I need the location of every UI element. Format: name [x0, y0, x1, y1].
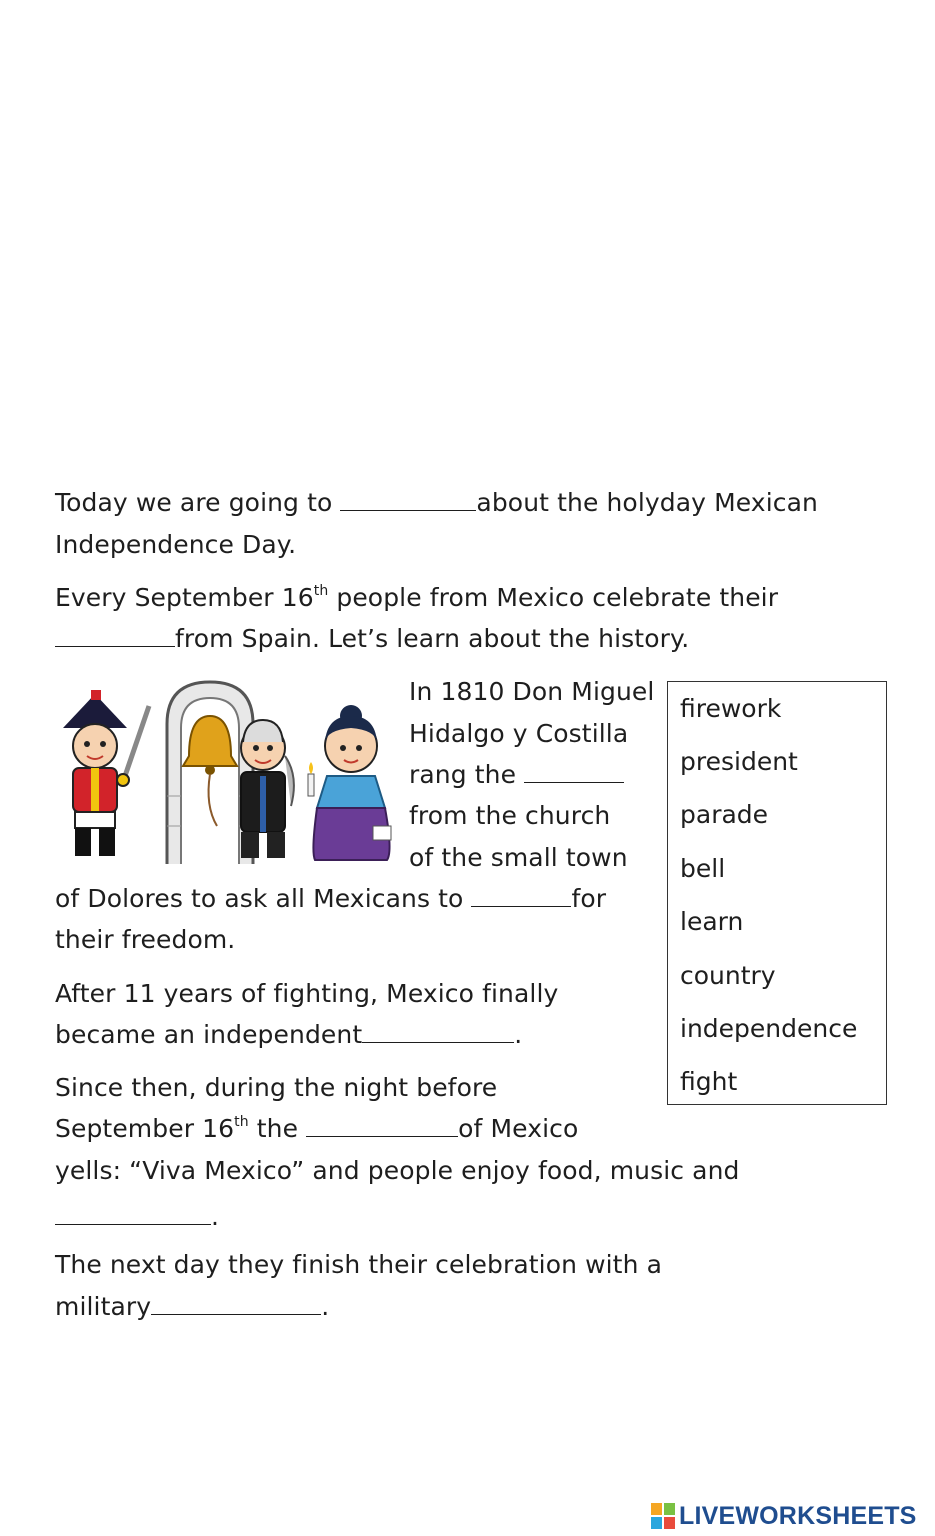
- text: Since then, during the night before: [55, 1073, 498, 1102]
- text: their freedom.: [55, 925, 236, 954]
- blank-firework[interactable]: [55, 1214, 211, 1225]
- word-bank-item: learn: [680, 907, 744, 936]
- paragraph-parade-line-1: [55, 1244, 662, 1285]
- word-bank-item: fight: [680, 1067, 738, 1096]
- text: The next day they finish their celebration with a: [55, 1250, 662, 1279]
- paragraph-bell-line-3: [409, 754, 624, 795]
- blank-parade[interactable]: [151, 1304, 321, 1315]
- text: In 1810 Don Miguel: [409, 677, 655, 706]
- text: Every September 16: [55, 583, 314, 612]
- paragraph-learn-line-1: [55, 482, 818, 523]
- text: Today we are going to: [55, 488, 341, 517]
- liveworksheets-cube-icon: [651, 1503, 675, 1529]
- paragraph-learn-line-2: [55, 524, 296, 565]
- text: After 11 years of fighting, Mexico finally: [55, 979, 559, 1008]
- paragraph-president-line-3: [55, 1150, 740, 1191]
- blank-learn[interactable]: [340, 500, 476, 511]
- text: Independence Day.: [55, 530, 297, 559]
- text: of Mexico: [458, 1114, 579, 1143]
- paragraph-country-line-2: [55, 1014, 522, 1055]
- text: the: [248, 1114, 307, 1143]
- text: for: [571, 884, 607, 913]
- blank-independence[interactable]: [55, 636, 175, 647]
- paragraph-bell-line-2: [409, 713, 628, 754]
- paragraph-bell-line-6: [55, 878, 606, 919]
- text: .: [514, 1020, 523, 1049]
- paragraph-president-line-1: [55, 1067, 497, 1108]
- text: became an independent: [55, 1020, 363, 1049]
- church-bell-icon: [167, 682, 253, 864]
- blank-fight[interactable]: [471, 896, 571, 907]
- text: rang the: [409, 760, 525, 789]
- paragraph-independence-line-1: [55, 577, 778, 618]
- paragraph-bell-line-7: [55, 919, 235, 960]
- paragraph-bell-line-5: [409, 837, 628, 878]
- paragraph-country-line-1: [55, 973, 558, 1014]
- word-bank-item: country: [680, 961, 776, 990]
- paragraph-president-line-4: [55, 1196, 219, 1237]
- text: of Dolores to ask all Mexicans to: [55, 884, 472, 913]
- paragraph-bell-line-1: [409, 671, 654, 712]
- text: of the small town: [409, 843, 628, 872]
- priest-icon: [241, 720, 294, 858]
- blank-country[interactable]: [362, 1032, 514, 1043]
- text: from the church: [409, 801, 611, 830]
- paragraph-independence-line-2: [55, 618, 689, 659]
- text: .: [211, 1202, 220, 1231]
- blank-president[interactable]: [306, 1126, 458, 1137]
- text: military: [55, 1292, 152, 1321]
- text: people from Mexico celebrate their: [328, 583, 779, 612]
- paragraph-president-line-2: [55, 1108, 578, 1149]
- woman-with-candle-icon: [308, 705, 391, 860]
- text: Hidalgo y Costilla: [409, 719, 629, 748]
- text: September 16: [55, 1114, 235, 1143]
- word-bank-item: parade: [680, 800, 769, 829]
- logo-text: LIVEWORKSHEETS: [679, 1501, 917, 1530]
- word-bank-item: president: [680, 747, 798, 776]
- superscript: th: [234, 1114, 249, 1130]
- paragraph-parade-line-2: [55, 1286, 329, 1327]
- word-bank-item: firework: [680, 694, 782, 723]
- word-bank: [667, 681, 887, 1105]
- superscript: th: [313, 583, 329, 599]
- blank-bell[interactable]: [524, 772, 624, 783]
- word-bank-item: independence: [680, 1014, 858, 1043]
- liveworksheets-logo[interactable]: [651, 1501, 917, 1531]
- text: about the holyday Mexican: [476, 488, 818, 517]
- text: .: [321, 1292, 330, 1321]
- text: yells: “Viva Mexico” and people enjoy food, music and: [55, 1156, 740, 1185]
- word-bank-item: bell: [680, 854, 726, 883]
- text: from Spain. Let’s learn about the history.: [175, 624, 690, 653]
- paragraph-bell-line-4: [409, 795, 610, 836]
- illustration-independence-figures: [55, 676, 400, 864]
- soldier-icon: [63, 690, 149, 856]
